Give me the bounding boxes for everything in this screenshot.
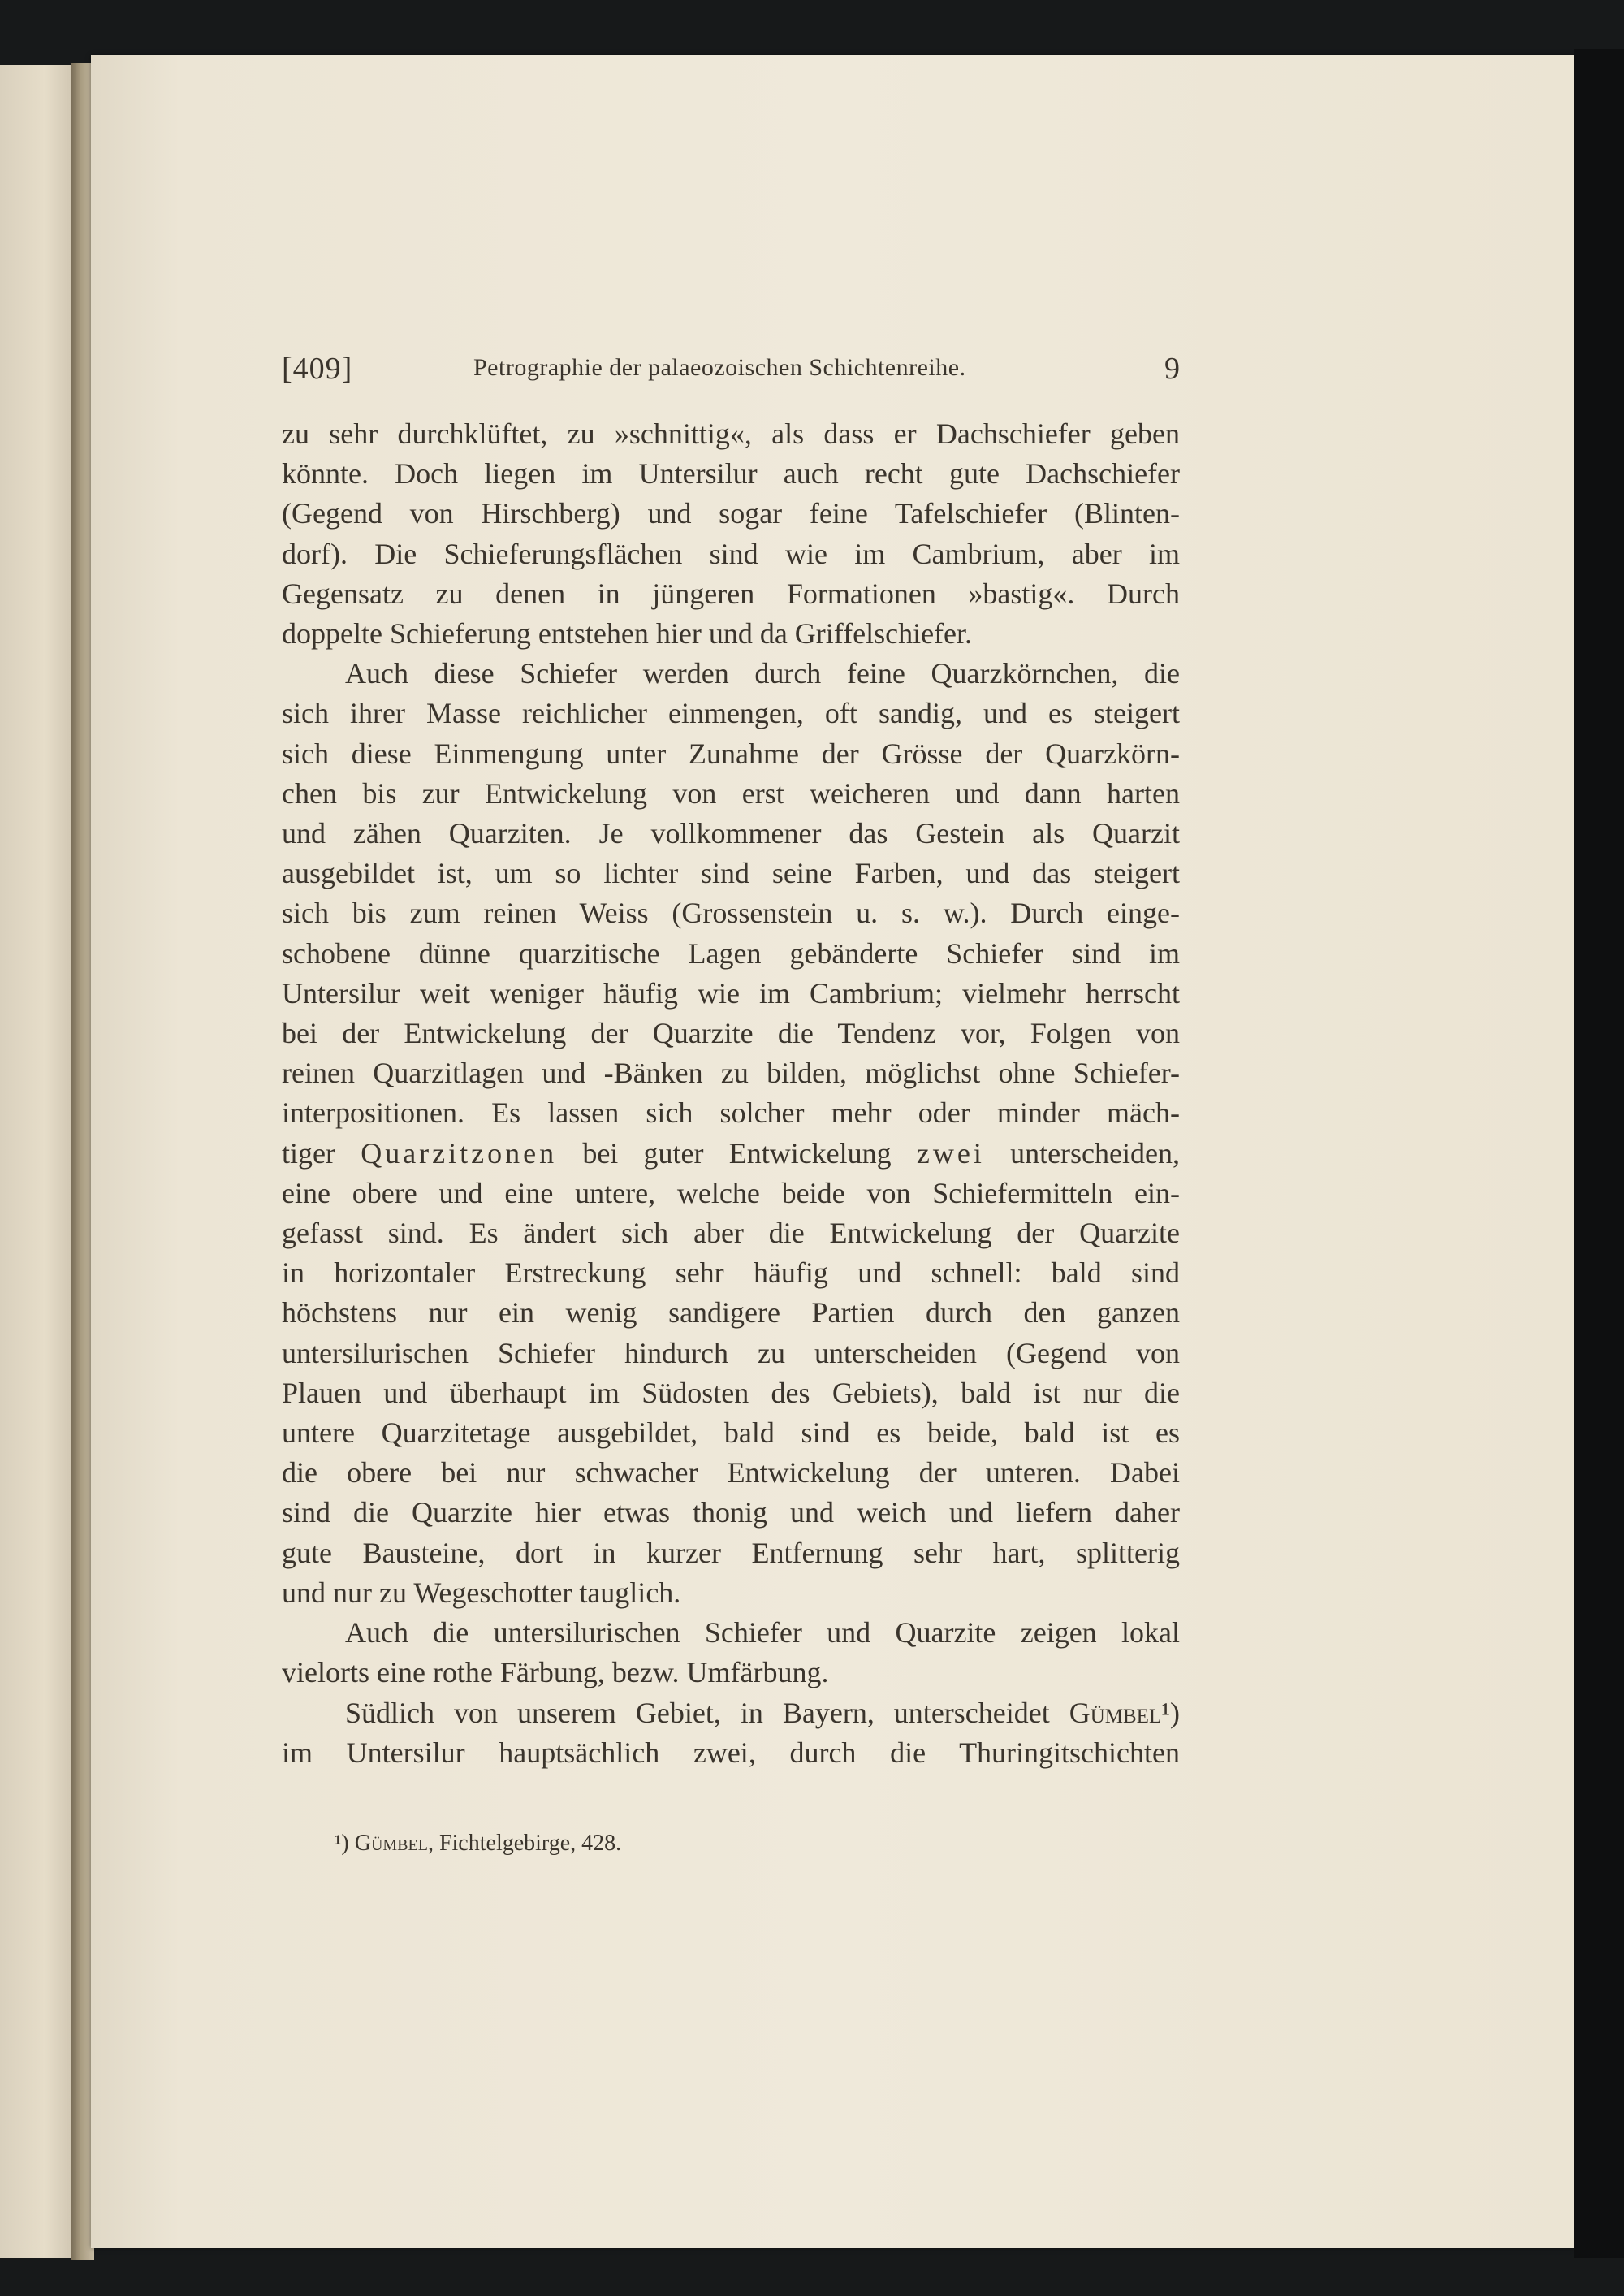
text-line: ausgebildet ist, um so lichter sind seine Farben, und das steigert bbox=[282, 857, 1180, 890]
text-line: die obere bei nur schwacher Entwickelung der unteren. Dabei bbox=[282, 1456, 1180, 1490]
text-line: in horizontaler Erstreckung sehr häufig und schnell: bald sind bbox=[282, 1256, 1180, 1290]
right-book-edge bbox=[1574, 49, 1624, 2258]
text-line: untere Quarzitetage ausgebildet, bald sind es beide, bald ist es bbox=[282, 1416, 1180, 1450]
text-line: schobene dünne quarzitische Lagen gebänderte Schiefer sind im bbox=[282, 936, 1180, 970]
page-reference: [409] bbox=[282, 352, 353, 386]
left-page-edge bbox=[0, 65, 75, 2258]
footnote-author: Gümbel bbox=[354, 1831, 428, 1856]
text-line: gefasst sind. Es ändert sich aber die Entwickelung der Quarzite bbox=[282, 1217, 1180, 1250]
text-line: sind die Quarzite hier etwas thonig und weich und liefern daher bbox=[282, 1496, 1180, 1529]
text-line: und nur zu Wegeschotter tauglich. bbox=[282, 1576, 681, 1609]
text-line: könnte. Doch liegen im Untersilur auch recht gute Dachschiefer bbox=[282, 457, 1180, 491]
text-line: sich diese Einmengung unter Zunahme der Grösse der Quarzkörn- bbox=[282, 737, 1180, 770]
text-line: gute Bausteine, dort in kurzer Entfernung sehr hart, splitterig bbox=[282, 1536, 1180, 1569]
text-line: doppelte Schieferung entstehen hier und da Griffelschiefer. bbox=[282, 617, 973, 651]
text-line: bei der Entwickelung der Quarzite die Tendenz vor, Folgen von bbox=[282, 1017, 1180, 1050]
running-title: Petrographie der palaeozoischen Schichtenreihe. bbox=[473, 354, 966, 381]
text-line: vielorts eine rothe Färbung, bezw. Umfärbung. bbox=[282, 1656, 829, 1689]
text-line: Auch die untersilurischen Schiefer und Quarzite zeigen lokal bbox=[345, 1616, 1180, 1650]
text-line: tiger Quarzitzonen bei guter Entwickelung zwei unterscheiden, bbox=[282, 1136, 1180, 1170]
text-line: Gegensatz zu denen in jüngeren Formationen »bastig«. Durch bbox=[282, 577, 1180, 610]
text-line: sich bis zum reinen Weiss (Grossenstein u. s. w.). Durch einge- bbox=[282, 897, 1180, 930]
text-line: im Untersilur hauptsächlich zwei, durch die Thuringitschichten bbox=[282, 1736, 1180, 1769]
text-line: Südlich von unserem Gebiet, in Bayern, unterscheidet Gümbel¹) bbox=[345, 1696, 1180, 1729]
text-line: höchstens nur ein wenig sandigere Partien durch den ganzen bbox=[282, 1296, 1180, 1330]
footnote bbox=[335, 1831, 621, 1857]
body-text bbox=[282, 414, 1180, 1773]
text-line: sich ihrer Masse reichlicher einmengen, oft sandig, und es steigert bbox=[282, 697, 1180, 730]
text-line: und zähen Quarziten. Je vollkommener das Gestein als Quarzit bbox=[282, 817, 1180, 850]
text-line: untersilurischen Schiefer hindurch zu unterscheiden (Gegend von bbox=[282, 1336, 1180, 1369]
text-line: reinen Quarzitlagen und -Bänken zu bilden, möglichst ohne Schiefer- bbox=[282, 1057, 1180, 1090]
text-line: Plauen und überhaupt im Südosten des Gebiets), bald ist nur die bbox=[282, 1376, 1180, 1409]
text-line: (Gegend von Hirschberg) und sogar feine Tafelschiefer (Blinten- bbox=[282, 497, 1180, 530]
running-head bbox=[282, 351, 1180, 400]
text-line: dorf). Die Schieferungsflächen sind wie im Cambrium, aber im bbox=[282, 537, 1180, 570]
text-line: eine obere und eine untere, welche beide von Schiefermitteln ein- bbox=[282, 1176, 1180, 1209]
text-line: chen bis zur Entwickelung von erst weicheren und dann harten bbox=[282, 776, 1180, 810]
text-line: Auch diese Schiefer werden durch feine Quarzkörnchen, die bbox=[345, 657, 1180, 690]
footnote-text: , Fichtelgebirge, 428. bbox=[427, 1831, 622, 1856]
text-line: Untersilur weit weniger häufig wie im Cambrium; vielmehr herrscht bbox=[282, 976, 1180, 1010]
text-line: zu sehr durchklüftet, zu »schnittig«, als dass er Dachschiefer geben bbox=[282, 417, 1180, 450]
footnote-marker: ¹) bbox=[335, 1831, 349, 1856]
text-line: interpositionen. Es lassen sich solcher mehr oder minder mäch- bbox=[282, 1096, 1180, 1130]
page-number: 9 bbox=[1164, 352, 1180, 386]
